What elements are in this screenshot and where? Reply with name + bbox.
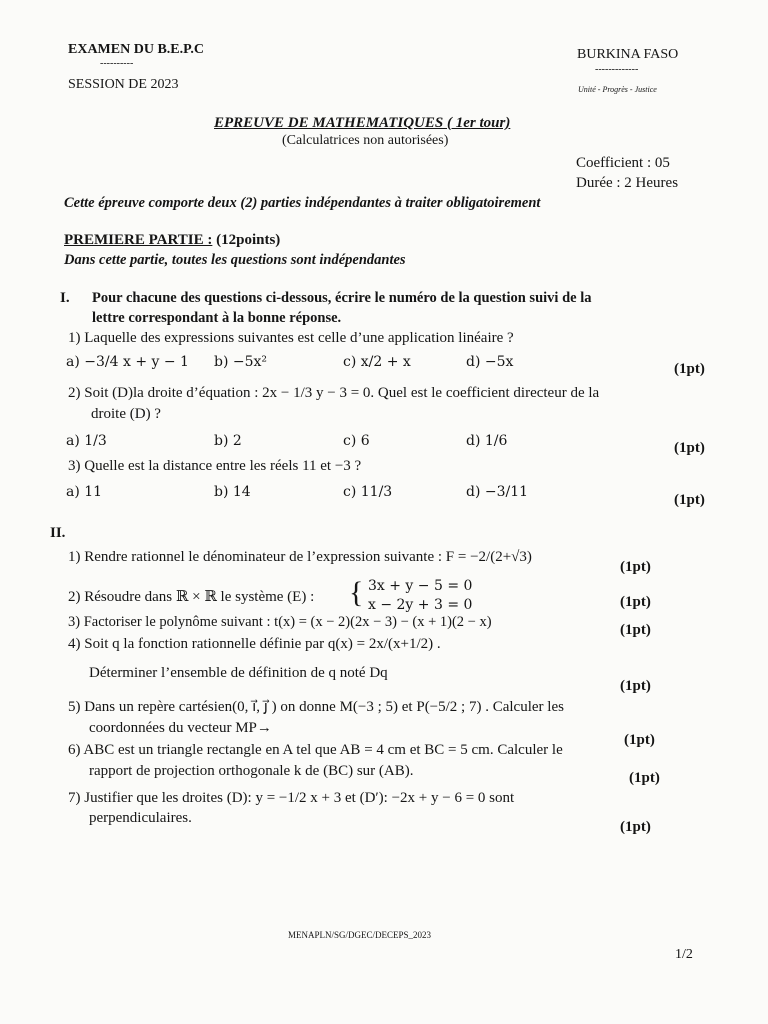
answer-d: d) −5x (466, 354, 514, 370)
section-number: II. (50, 525, 66, 541)
answer-b: b) 2 (214, 433, 242, 449)
system-equation-2: x − 2y + 3 = 0 (368, 597, 473, 613)
question-text: 7) Justifier que les droites (D): y = −1/2 x + 3 et (D′): −2x + y − 6 = 0 sont (68, 790, 515, 806)
instruction-line-2: lettre correspondant à la bonne réponse. (92, 310, 342, 326)
answer-c: c) 11/3 (343, 484, 393, 500)
points-label: (1pt) (620, 622, 651, 638)
question-text: 2) Résoudre dans ℝ × ℝ le système (E) : (68, 589, 315, 605)
part-subtitle: Dans cette partie, toutes les questions sont indépendantes (64, 252, 406, 268)
answer-c: c) x/2 + x (343, 354, 411, 370)
question-text: 3) Factoriser le polynôme suivant : t(x) = (x − 2)(2x − 3) − (x + 1)(2 − x) (68, 614, 492, 630)
system-brace: { (349, 576, 364, 609)
answer-b: b) −5x² (214, 354, 268, 370)
answer-d: d) −3/11 (466, 484, 529, 500)
question-text: 2) Soit (D)la droite d’équation : 2x − 1/3 y − 3 = 0. Quel est le coefficient directeur de la (68, 385, 600, 401)
question-text: 1) Rendre rationnel le dénominateur de l’expression suivante : F = −2/(2+√3) (68, 549, 532, 565)
document-reference: MENAPLN/SG/DGEC/DECEPS_2023 (288, 930, 432, 940)
answer-c: c) 6 (343, 433, 370, 449)
page-number: 1/2 (675, 947, 693, 962)
part-heading (64, 232, 280, 249)
points-label: (1pt) (620, 819, 651, 835)
exam-title: EPREUVE DE MATHEMATIQUES ( 1er tour) (214, 115, 511, 131)
answer-a: a) 11 (66, 484, 103, 500)
system-equation-1: 3x + y − 5 = 0 (368, 578, 473, 594)
part-points: (12points) (216, 232, 281, 248)
question-text: 3) Quelle est la distance entre les réels 11 et −3 ? (68, 458, 362, 474)
question-text-cont: perpendiculaires. (89, 810, 192, 826)
exam-divider: ---------- (100, 58, 134, 69)
country-divider: ------------- (595, 64, 639, 75)
duration: Durée : 2 Heures (576, 175, 679, 191)
exam-intro: Cette épreuve comporte deux (2) parties indépendantes à traiter obligatoirement (64, 195, 541, 211)
country: BURKINA FASO (577, 47, 679, 62)
session: SESSION DE 2023 (68, 77, 179, 92)
section-number: I. (60, 290, 70, 306)
motto: Unité - Progrès - Justice (578, 85, 657, 94)
points-label: (1pt) (624, 732, 655, 748)
answer-b: b) 14 (214, 484, 251, 500)
exam-name: EXAMEN DU B.E.P.C (68, 42, 204, 57)
points-label: (1pt) (674, 440, 705, 456)
points-label: (1pt) (629, 770, 660, 786)
points-label: (1pt) (674, 492, 705, 508)
question-text-cont: Déterminer l’ensemble de définition de q noté Dq (89, 665, 388, 681)
points-label: (1pt) (620, 594, 651, 610)
instruction-line-1: Pour chacune des questions ci-dessous, écrire le numéro de la question suivi de la (92, 290, 592, 306)
points-label: (1pt) (620, 678, 651, 694)
coefficient: Coefficient : 05 (576, 155, 670, 171)
answer-a: a) 1/3 (66, 433, 107, 449)
question-text: 5) Dans un repère cartésien(0, i⃗, j⃗ ) on donne M(−3 ; 5) et P(−5/2 ; 7) . Calculer les (68, 699, 564, 715)
answer-a: a) −3/4 x + y − 1 (66, 354, 189, 370)
calculator-note: (Calculatrices non autorisées) (282, 133, 449, 148)
question-text: 1) Laquelle des expressions suivantes est celle d’une application linéaire ? (68, 330, 514, 346)
question-text: 4) Soit q la fonction rationnelle définie par q(x) = 2x/(x+1/2) . (68, 636, 441, 652)
question-text-cont: droite (D) ? (91, 406, 161, 422)
points-label: (1pt) (674, 361, 705, 377)
answer-d: d) 1/6 (466, 433, 508, 449)
question-text-cont: coordonnées du vecteur MP→ (89, 720, 272, 736)
question-text-cont: rapport de projection orthogonale k de (BC) sur (AB). (89, 763, 414, 779)
part-title: PREMIERE PARTIE : (64, 232, 213, 248)
points-label: (1pt) (620, 559, 651, 575)
question-text: 6) ABC est un triangle rectangle en A tel que AB = 4 cm et BC = 5 cm. Calculer le (68, 742, 563, 758)
